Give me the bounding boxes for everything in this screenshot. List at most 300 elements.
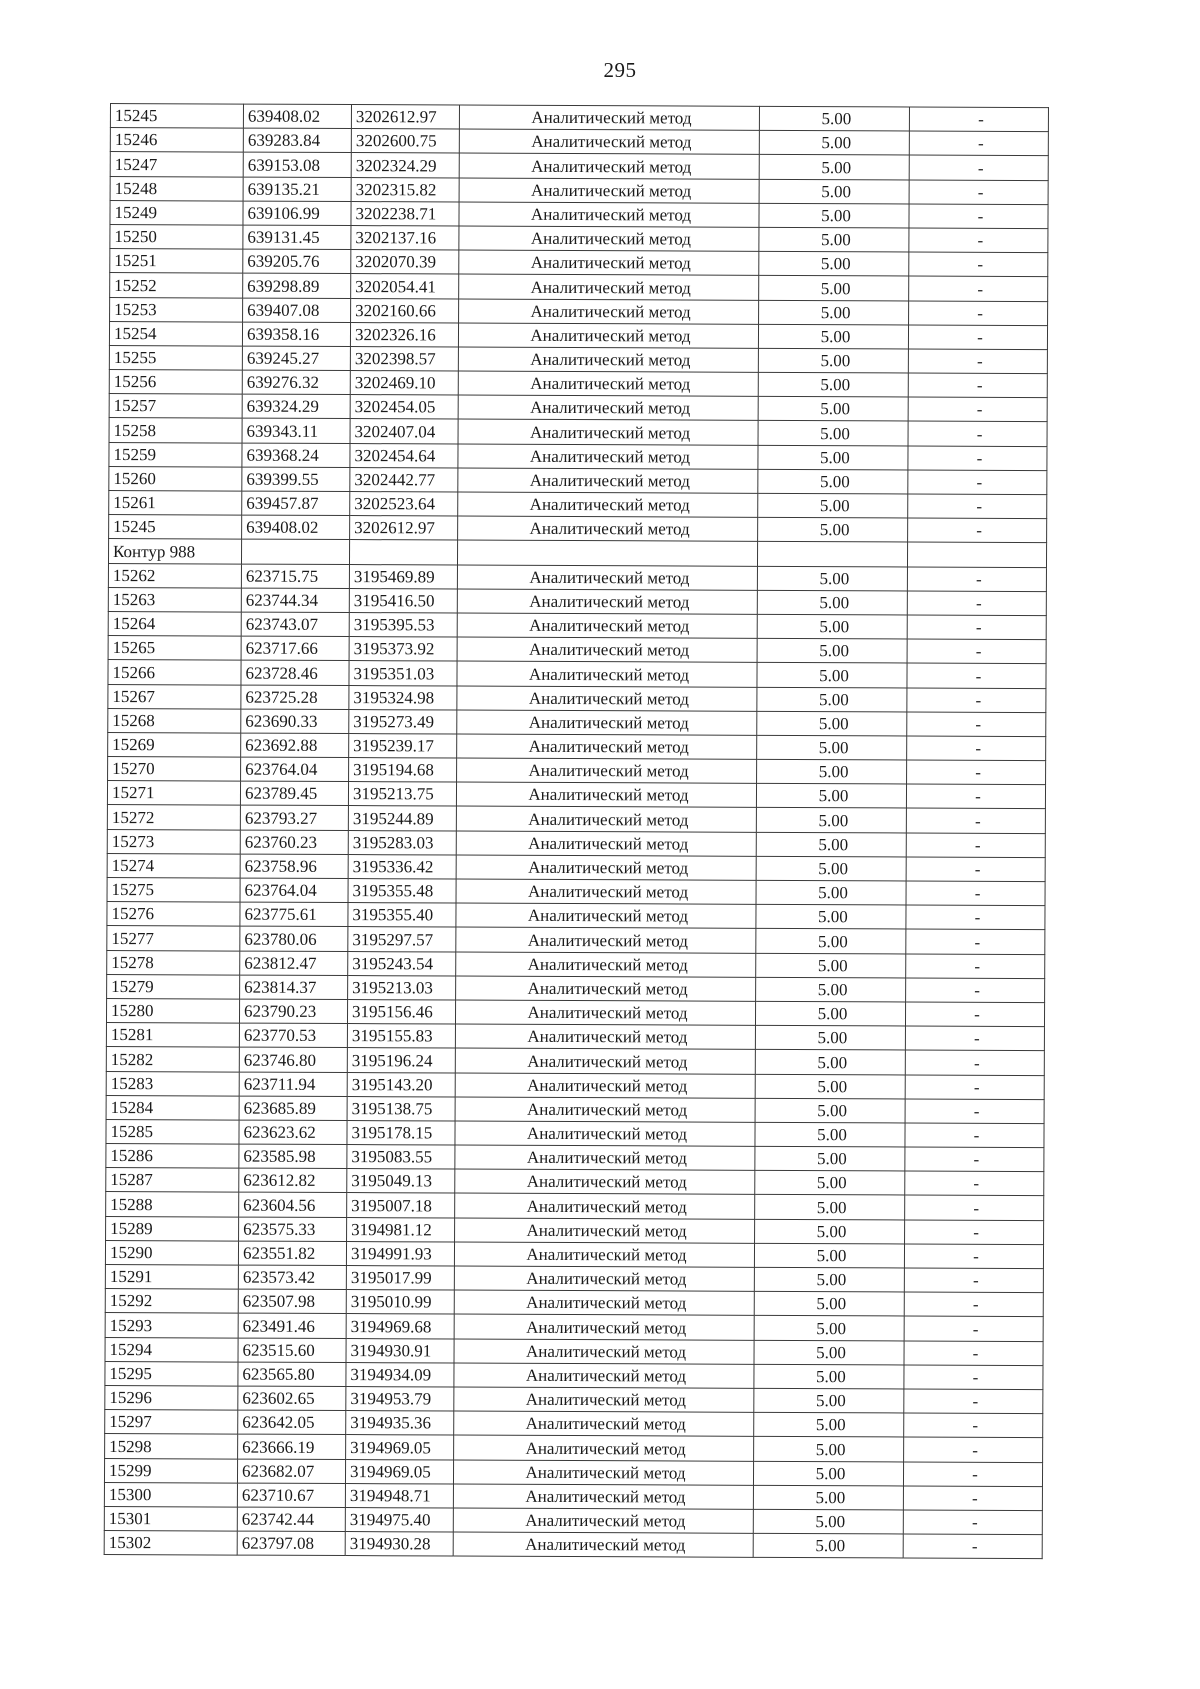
accuracy-cell: 5.00 [757,614,907,639]
point-id-cell: 15253 [110,297,243,322]
y-coordinate-cell: 3194930.91 [346,1338,454,1363]
method-cell: Аналитический метод [455,1048,755,1073]
description-cell: - [904,1292,1043,1317]
table-row [107,926,1045,954]
accuracy-cell: 5.00 [756,880,906,905]
point-id-cell: 15290 [105,1240,238,1265]
x-coordinate-cell: 623746.80 [239,1047,347,1072]
x-coordinate-cell: 623666.19 [238,1434,346,1459]
accuracy-cell: 5.00 [754,1364,904,1389]
empty-cell [457,540,757,565]
table-row [105,1313,1043,1341]
table-row [106,998,1044,1026]
contour-label: Контур 988 [108,539,241,564]
point-id-cell: 15289 [106,1216,239,1241]
accuracy-cell: 5.00 [758,493,908,518]
description-cell: - [906,954,1045,979]
accuracy-cell: 5.00 [759,276,909,301]
method-cell: Аналитический метод [457,613,757,638]
y-coordinate-cell: 3202600.75 [351,129,459,154]
description-cell: - [909,131,1048,156]
table-row [109,442,1047,470]
description-cell: - [909,204,1048,229]
method-cell: Аналитический метод [454,1387,754,1412]
point-id-cell: 15288 [106,1192,239,1217]
y-coordinate-cell: 3202160.66 [351,298,459,323]
accuracy-cell: 5.00 [757,759,907,784]
point-id-cell: 15299 [104,1458,237,1483]
method-cell: Аналитический метод [454,1363,754,1388]
method-cell: Аналитический метод [459,226,759,251]
x-coordinate-cell: 623728.46 [241,660,349,685]
x-coordinate-cell: 623604.56 [239,1193,347,1218]
y-coordinate-cell: 3195373.92 [349,637,457,662]
method-cell: Аналитический метод [453,1532,753,1557]
x-coordinate-cell: 639343.11 [242,419,350,444]
y-coordinate-cell: 3195273.49 [349,709,457,734]
description-cell: - [907,591,1046,616]
x-coordinate-cell: 623793.27 [240,806,348,831]
x-coordinate-cell: 623623.62 [239,1120,347,1145]
table-row [109,370,1047,398]
accuracy-cell: 5.00 [757,663,907,688]
description-cell: - [904,1341,1043,1366]
x-coordinate-cell: 623642.05 [238,1410,346,1435]
point-id-cell: 15284 [106,1095,239,1120]
y-coordinate-cell: 3202469.10 [350,371,458,396]
accuracy-cell: 5.00 [757,735,907,760]
x-coordinate-cell: 639245.27 [242,346,350,371]
table-row [107,829,1045,857]
description-cell: - [904,1244,1043,1269]
point-id-cell: 15269 [108,732,241,757]
y-coordinate-cell: 3195138.75 [347,1096,455,1121]
description-cell: - [909,180,1048,205]
y-coordinate-cell: 3194969.05 [345,1459,453,1484]
description-cell: - [909,107,1048,132]
x-coordinate-cell: 639135.21 [243,177,351,202]
accuracy-cell: 5.00 [754,1340,904,1365]
table-row [107,974,1045,1002]
table-row [108,684,1046,712]
table-row [109,490,1047,518]
table-row [107,853,1045,881]
description-cell: - [908,397,1047,422]
description-cell: - [904,1268,1043,1293]
accuracy-cell: 5.00 [755,1219,905,1244]
method-cell: Аналитический метод [455,1073,755,1098]
description-cell: - [909,228,1048,253]
y-coordinate-cell: 3195083.55 [347,1145,455,1170]
table-row [107,781,1045,809]
method-cell: Аналитический метод [458,395,758,420]
description-cell: - [907,639,1046,664]
y-coordinate-cell: 3195395.53 [349,612,457,637]
table-row [105,1410,1043,1438]
y-coordinate-cell: 3195213.03 [348,975,456,1000]
description-cell: - [909,155,1048,180]
description-cell: - [906,808,1045,833]
accuracy-cell: 5.00 [754,1437,904,1462]
accuracy-cell: 5.00 [759,131,909,156]
accuracy-cell: 5.00 [757,687,907,712]
description-cell: - [906,784,1045,809]
method-cell: Аналитический метод [455,1024,755,1049]
y-coordinate-cell: 3194935.36 [346,1411,454,1436]
point-id-cell: 15251 [110,249,243,274]
point-id-cell: 15256 [109,370,242,395]
method-cell: Аналитический метод [453,1508,753,1533]
y-coordinate-cell: 3202612.97 [351,105,459,130]
coordinates-table-body [104,104,1048,1559]
table-row [104,1531,1042,1559]
method-cell: Аналитический метод [454,1290,754,1315]
x-coordinate-cell: 623690.33 [241,709,349,734]
method-cell: Аналитический метод [456,855,756,880]
x-coordinate-cell: 623602.65 [238,1386,346,1411]
accuracy-cell: 5.00 [753,1533,903,1558]
table-row [108,636,1046,664]
x-coordinate-cell: 639283.84 [243,128,351,153]
table-row [106,1144,1044,1172]
table-row [108,611,1046,639]
y-coordinate-cell: 3195194.68 [349,758,457,783]
x-coordinate-cell: 639457.87 [242,491,350,516]
table-row [108,660,1046,688]
description-cell: - [904,1316,1043,1341]
y-coordinate-cell: 3195155.83 [347,1024,455,1049]
accuracy-cell: 5.00 [754,1412,904,1437]
accuracy-cell: 5.00 [755,1146,905,1171]
accuracy-cell: 5.00 [755,1001,905,1026]
accuracy-cell: 5.00 [757,638,907,663]
point-id-cell: 15285 [106,1119,239,1144]
x-coordinate-cell: 623814.37 [240,975,348,1000]
accuracy-cell: 5.00 [756,953,906,978]
method-cell: Аналитический метод [455,1121,755,1146]
table-row [107,950,1045,978]
y-coordinate-cell: 3195213.75 [348,782,456,807]
x-coordinate-cell: 623612.82 [239,1168,347,1193]
accuracy-cell: 5.00 [755,1074,905,1099]
point-id-cell: 15259 [109,442,242,467]
point-id-cell: 15274 [107,853,240,878]
method-cell: Аналитический метод [455,1097,755,1122]
method-cell: Аналитический метод [458,347,758,372]
table-row [110,176,1048,204]
point-id-cell: 15298 [105,1434,238,1459]
accuracy-cell: 5.00 [757,590,907,615]
y-coordinate-cell: 3195244.89 [348,806,456,831]
point-id-cell: 15258 [109,418,242,443]
description-cell: - [905,1050,1044,1075]
description-cell: - [908,373,1047,398]
table-row [106,1071,1044,1099]
y-coordinate-cell: 3202523.64 [350,492,458,517]
table-row [106,1168,1044,1196]
description-cell: - [905,1002,1044,1027]
y-coordinate-cell: 3202137.16 [351,225,459,250]
y-coordinate-cell: 3195324.98 [349,685,457,710]
description-cell: - [907,567,1046,592]
table-row [109,321,1047,349]
point-id-cell: 15280 [106,998,239,1023]
description-cell: - [907,615,1046,640]
accuracy-cell: 5.00 [758,469,908,494]
accuracy-cell: 5.00 [759,155,909,180]
accuracy-cell: 5.00 [755,1025,905,1050]
method-cell: Аналитический метод [453,1484,753,1509]
point-id-cell: 15301 [104,1506,237,1531]
method-cell: Аналитический метод [457,686,757,711]
y-coordinate-cell: 3195178.15 [347,1120,455,1145]
y-coordinate-cell: 3195017.99 [346,1266,454,1291]
description-cell: - [908,494,1047,519]
x-coordinate-cell: 623743.07 [241,612,349,637]
method-cell: Аналитический метод [456,927,756,952]
table-row [105,1289,1043,1317]
y-coordinate-cell: 3202238.71 [351,201,459,226]
accuracy-cell: 5.00 [753,1485,903,1510]
table-row [108,732,1046,760]
x-coordinate-cell: 623692.88 [241,733,349,758]
method-cell: Аналитический метод [458,323,758,348]
method-cell: Аналитический метод [454,1411,754,1436]
x-coordinate-cell: 639131.45 [243,225,351,250]
table-row [105,1337,1043,1365]
description-cell: - [906,857,1045,882]
point-id-cell: 15286 [106,1144,239,1169]
accuracy-cell: 5.00 [754,1316,904,1341]
y-coordinate-cell: 3194981.12 [347,1217,455,1242]
x-coordinate-cell: 623575.33 [239,1217,347,1242]
table-row [106,1192,1044,1220]
table-row [108,708,1046,736]
table-row [106,1119,1044,1147]
accuracy-cell: 5.00 [754,1292,904,1317]
point-id-cell: 15246 [110,128,243,153]
description-cell: - [908,518,1047,543]
point-id-cell: 15249 [110,200,243,225]
method-cell: Аналитический метод [458,492,758,517]
table-row [110,104,1048,132]
description-cell: - [905,1099,1044,1124]
accuracy-cell: 5.00 [755,1171,905,1196]
y-coordinate-cell: 3194975.40 [345,1507,453,1532]
description-cell: - [905,1147,1044,1172]
point-id-cell: 15295 [105,1361,238,1386]
x-coordinate-cell: 639399.55 [242,467,350,492]
y-coordinate-cell: 3194969.05 [346,1435,454,1460]
x-coordinate-cell: 623515.60 [238,1338,346,1363]
method-cell: Аналитический метод [457,661,757,686]
description-cell: - [906,881,1045,906]
x-coordinate-cell: 623744.34 [241,588,349,613]
table-row [106,1216,1044,1244]
table-row [108,757,1046,785]
accuracy-cell: 5.00 [758,324,908,349]
method-cell: Аналитический метод [456,903,756,928]
accuracy-cell: 5.00 [759,251,909,276]
method-cell: Аналитический метод [459,153,759,178]
x-coordinate-cell: 623710.67 [237,1483,345,1508]
point-id-cell: 15261 [109,490,242,515]
point-id-cell: 15254 [109,321,242,346]
accuracy-cell: 5.00 [758,421,908,446]
x-coordinate-cell: 623717.66 [241,636,349,661]
x-coordinate-cell: 623682.07 [237,1459,345,1484]
point-id-cell: 15302 [104,1531,237,1556]
accuracy-cell: 5.00 [756,784,906,809]
table-row [110,273,1048,301]
y-coordinate-cell: 3202398.57 [350,346,458,371]
method-cell: Аналитический метод [454,1435,754,1460]
coordinates-table [104,103,1049,1559]
point-id-cell: 15294 [105,1337,238,1362]
y-coordinate-cell: 3195196.24 [347,1048,455,1073]
description-cell: - [905,1171,1044,1196]
method-cell: Аналитический метод [459,105,759,130]
method-cell: Аналитический метод [457,710,757,735]
point-id-cell: 15263 [108,587,241,612]
method-cell: Аналитический метод [458,516,758,541]
description-cell: - [909,276,1048,301]
table-row [108,587,1046,615]
x-coordinate-cell: 639205.76 [243,249,351,274]
accuracy-cell: 5.00 [754,1267,904,1292]
accuracy-cell: 5.00 [756,832,906,857]
point-id-cell: 15265 [108,636,241,661]
table-row [106,1095,1044,1123]
method-cell: Аналитический метод [454,1314,754,1339]
point-id-cell: 15268 [108,708,241,733]
x-coordinate-cell: 623764.04 [240,878,348,903]
description-cell: - [907,687,1046,712]
accuracy-cell: 5.00 [755,1122,905,1147]
y-coordinate-cell: 3195143.20 [347,1072,455,1097]
point-id-cell: 15281 [106,1023,239,1048]
table-row [109,418,1047,446]
description-cell: - [903,1486,1042,1511]
method-cell: Аналитический метод [457,589,757,614]
table-row [109,394,1047,422]
method-cell: Аналитический метод [458,444,758,469]
accuracy-cell: 5.00 [758,372,908,397]
accuracy-cell: 5.00 [758,445,908,470]
point-id-cell: 15247 [110,152,243,177]
table-row [105,1264,1043,1292]
description-cell: - [906,978,1045,1003]
y-coordinate-cell: 3202054.41 [351,274,459,299]
description-cell: - [904,1413,1043,1438]
method-cell: Аналитический метод [457,565,757,590]
method-cell: Аналитический метод [459,178,759,203]
table-row [105,1434,1043,1462]
x-coordinate-cell: 639324.29 [242,394,350,419]
method-cell: Аналитический метод [455,1000,755,1025]
table-row [109,515,1047,543]
table-row [104,1506,1042,1534]
method-cell: Аналитический метод [454,1242,754,1267]
point-id-cell: 15293 [105,1313,238,1338]
description-cell: - [908,446,1047,471]
description-cell: - [905,1195,1044,1220]
x-coordinate-cell: 623789.45 [240,781,348,806]
y-coordinate-cell: 3202315.82 [351,177,459,202]
description-cell: - [904,1365,1043,1390]
accuracy-cell: 5.00 [759,300,909,325]
point-id-cell: 15277 [107,926,240,951]
x-coordinate-cell: 639368.24 [242,443,350,468]
x-coordinate-cell: 639276.32 [242,370,350,395]
table-row [110,152,1048,180]
point-id-cell: 15248 [110,176,243,201]
point-id-cell: 15300 [104,1482,237,1507]
point-id-cell: 15291 [105,1264,238,1289]
method-cell: Аналитический метод [455,1145,755,1170]
description-cell: - [904,1437,1043,1462]
point-id-cell: 15271 [107,781,240,806]
description-cell: - [905,1123,1044,1148]
accuracy-cell: 5.00 [753,1461,903,1486]
x-coordinate-cell: 623780.06 [240,926,348,951]
method-cell: Аналитический метод [458,468,758,493]
accuracy-cell: 5.00 [756,905,906,930]
method-cell: Аналитический метод [456,952,756,977]
accuracy-cell: 5.00 [754,1243,904,1268]
y-coordinate-cell: 3194934.09 [346,1362,454,1387]
table-row [104,1458,1042,1486]
method-cell: Аналитический метод [458,419,758,444]
accuracy-cell: 5.00 [757,566,907,591]
method-cell: Аналитический метод [454,1339,754,1364]
y-coordinate-cell: 3202442.77 [350,467,458,492]
description-cell: - [909,252,1048,277]
description-cell: - [905,1074,1044,1099]
accuracy-cell: 5.00 [758,397,908,422]
y-coordinate-cell: 3195355.48 [348,879,456,904]
x-coordinate-cell: 623491.46 [238,1313,346,1338]
y-coordinate-cell: 3195297.57 [348,927,456,952]
y-coordinate-cell: 3194953.79 [346,1386,454,1411]
table-row [110,200,1048,228]
description-cell: - [908,421,1047,446]
y-coordinate-cell: 3195336.42 [348,854,456,879]
table-row [105,1361,1043,1389]
accuracy-cell: 5.00 [759,203,909,228]
y-coordinate-cell: 3202454.64 [350,443,458,468]
y-coordinate-cell: 3202454.05 [350,395,458,420]
accuracy-cell: 5.00 [755,1195,905,1220]
table-row [109,466,1047,494]
table-row [107,877,1045,905]
point-id-cell: 15282 [106,1047,239,1072]
y-coordinate-cell: 3195283.03 [348,830,456,855]
accuracy-cell: 5.00 [759,179,909,204]
x-coordinate-cell: 639106.99 [243,201,351,226]
point-id-cell: 15262 [108,563,241,588]
description-cell: - [903,1461,1042,1486]
x-coordinate-cell: 639298.89 [243,273,351,298]
method-cell: Аналитический метод [459,202,759,227]
y-coordinate-cell: 3194930.28 [345,1532,453,1557]
x-coordinate-cell: 623551.82 [238,1241,346,1266]
description-cell: - [903,1534,1042,1559]
x-coordinate-cell: 623573.42 [238,1265,346,1290]
empty-cell [757,542,907,567]
y-coordinate-cell: 3202326.16 [350,322,458,347]
table-row [106,1023,1044,1051]
